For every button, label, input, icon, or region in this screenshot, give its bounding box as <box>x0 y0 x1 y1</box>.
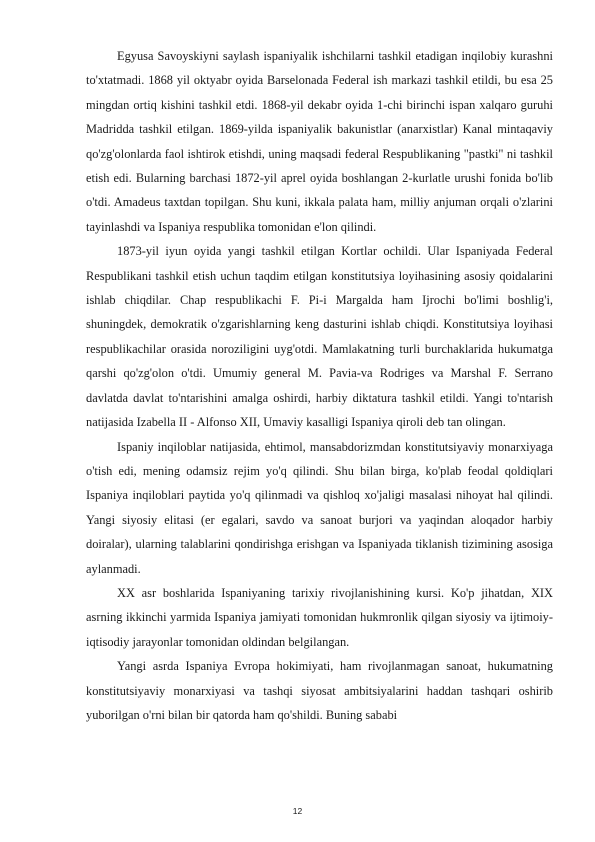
paragraph-2: 1873-yil iyun oyida yangi tashkil etilgan Kortlar ochildi. Ular Ispaniyada Federal Respublikani tashkil etish uchun taqdim etilgan konstitutsiya loyihasining asosiy qoidalarini ishlab chiqdilar. Chap respublikachi F. Pi-i Margalda ham Ijrochi bo'limi boshlig'i, shuningdek, demokratik o'zgarishlarning keng dasturini ishlab chiqdi. Konstitutsiya loyihasi respublikachilar orasida noroziligini uyg'otdi. Mamlakatning turli burchaklarida hukumatga qarshi qo'zg'olon o'tdi. Umumiy general M. Pavia-va Rodriges va Marshal F. Serrano davlatda davlat to'ntarishini amalga oshirdi, harbiy diktatura tashkil etildi. Yangi to'ntarish natijasida Izabella II - Alfonso XII, Umaviy kasalligi Ispaniya qiroli deb tan olingan. <box>86 244 553 430</box>
paragraph-5: Yangi asrda Ispaniya Evropa hokimiyati, ham rivojlanmagan sanoat, hukumatning konstitutsiyaviy monarxiyasi va tashqi siyosat ambitsiyalarini haddan tashqari oshirib yuborilgan o'rni bilan bir qatorda ham qo'shildi. Buning sababi <box>86 659 553 722</box>
paragraph-1: Egyusa Savoyskiyni saylash ispaniyalik ishchilarni tashkil etadigan inqilobiy kurashni to'xtatmadi. 1868 yil oktyabr oyida Barselonada Federal ish markazi tashkil etildi, bu esa 25 mingdan ortiq kishini tashkil etdi. 1868-yil dekabr oyida 1-chi birinchi ispan xalqaro guruhi Madridda tashkil etilgan. 1869-yilda ispaniyalik bakunistlar (anarxistlar) Kanal mintaqaviy qo'zg'olonlarda faol ishtirok etishdi, uning maqsadi federal Respublikaning "pastki" ni tashkil etish edi. Bularning barchasi 1872-yil aprel oyida boshlangan 2-kurlatle urushi fonida bo'lib o'tdi. Amadeus taxtdan topilgan. Shu kuni, ikkala palata ham, milliy anjuman orqali o'zlarini tayinlashdi va Ispaniya respublika tomonidan e'lon qilindi. <box>86 49 553 234</box>
paragraph-4: XX asr boshlarida Ispaniyaning tarixiy rivojlanishining kursi. Ko'p jihatdan, XIX asrning ikkinchi yarmida Ispaniya jamiyati tomonidan hukmronlik qilgan siyosiy va ijtimoiy-iqtisodiy jarayonlar tomonidan oldindan belgilangan. <box>86 585 553 649</box>
paragraph-3: Ispaniy inqiloblar natijasida, ehtimol, mansabdorizmdan konstitutsiyaviy monarxiyaga o'tish edi, mening odamsiz rejim yo'q qilindi. Shu bilan birga, ko'plab feodal qoldiqlari Ispaniya inqiloblari paytida yo'q qilinmadi va qishloq xo'jaligi masalasi nihoyat hal qilindi. Yangi siyosiy elitasi (er egalari, savdo va sanoat burjori va yaqindan aloqador harbiy doiralar), ularning talablarini qondirishga erishgan va Ispaniyada tiklanish tizimining asosiga aylanmadi. <box>86 439 553 576</box>
page-number: 12 <box>292 806 303 816</box>
body-text <box>86 44 553 727</box>
